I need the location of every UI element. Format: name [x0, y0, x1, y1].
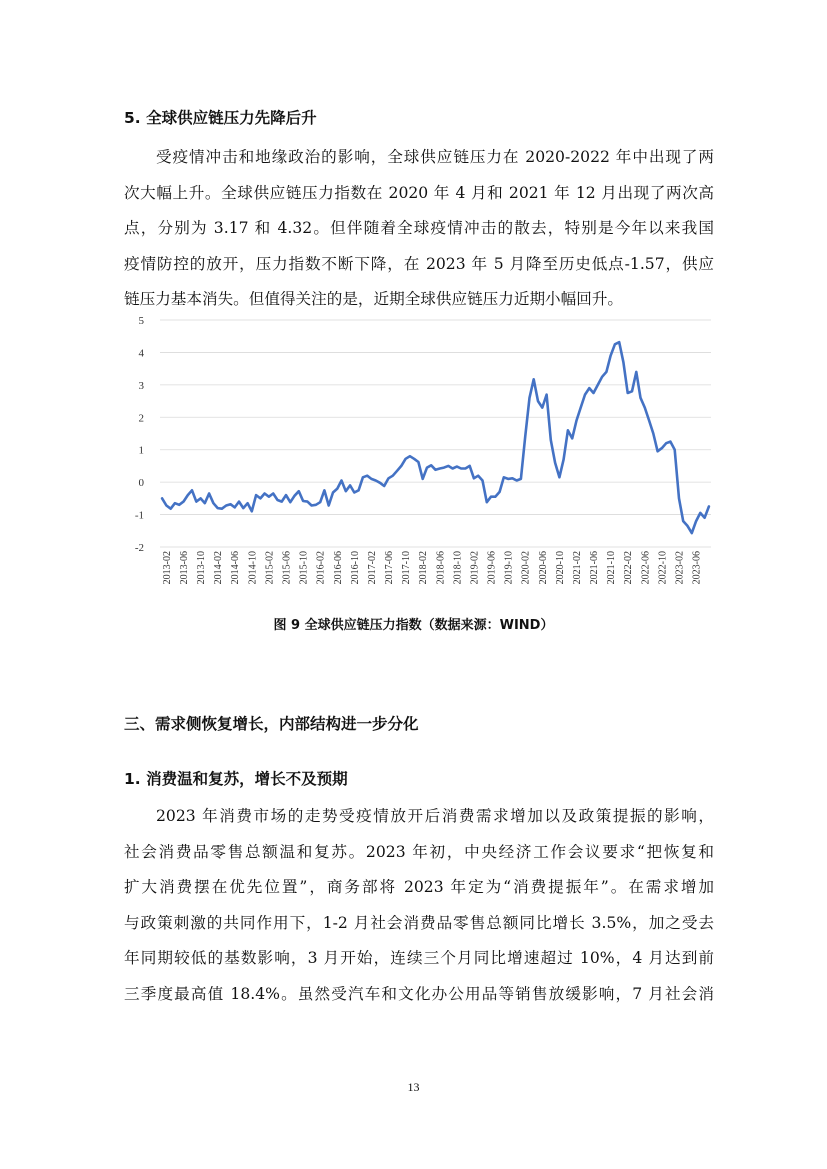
- paragraph-line: 年同期较低的基数影响，3 月开始，连续三个月同比增速超过 10%，4 月达到前: [124, 949, 714, 967]
- x-tick-label: 2021-02: [571, 551, 583, 585]
- x-tick-label: 2022-10: [657, 551, 669, 585]
- y-tick-label: 1: [138, 444, 144, 457]
- x-tick-label: 2016-06: [332, 551, 344, 585]
- x-tick-label: 2020-06: [537, 551, 549, 585]
- x-tick-label: 2014-10: [247, 551, 259, 585]
- page-number: 13: [407, 1080, 420, 1094]
- paragraph-line: 与政策刺激的共同作用下，1-2 月社会消费品零售总额同比增长 3.5%，加之受去: [124, 913, 714, 932]
- y-tick-label: 5: [138, 315, 144, 327]
- paragraph-line: 扩大消费摆在优先位置”，商务部将 2023 年定为“消费提振年”。在需求增加: [124, 878, 714, 896]
- x-tick-label: 2018-02: [418, 551, 430, 585]
- x-tick-label: 2017-10: [401, 551, 413, 585]
- y-tick-label: -1: [134, 509, 144, 522]
- x-tick-label: 2019-10: [503, 551, 515, 585]
- chart-series: [162, 342, 709, 533]
- x-tick-label: 2013-02: [161, 551, 173, 585]
- section-heading: 1. 消费温和复苏，增长不及预期: [124, 770, 348, 788]
- chapter-heading: 三、需求侧恢复增长，内部结构进一步分化: [124, 715, 419, 733]
- x-tick-label: 2016-10: [349, 551, 361, 585]
- supply-chain-pressure-chart: [120, 306, 720, 606]
- y-tick-label: 0: [138, 477, 144, 490]
- x-tick-label: 2015-06: [281, 551, 293, 585]
- x-tick-label: 2021-10: [606, 551, 618, 585]
- paragraph-line: 2023 年消费市场的走势受疫情放开后消费需求增加以及政策提振的影响，: [156, 807, 714, 825]
- paragraph-line: 三季度最高值 18.4%。虽然受汽车和文化办公用品等销售放缓影响，7 月社会消: [124, 984, 714, 1003]
- paragraph-line: 点，分别为 3.17 和 4.32。但伴随着全球疫情冲击的散去，特别是今年以来我国: [124, 219, 714, 237]
- chart-y-ticks: [135, 315, 145, 554]
- x-tick-label: 2019-06: [486, 551, 498, 585]
- x-tick-label: 2013-10: [196, 551, 208, 585]
- x-tick-label: 2016-02: [315, 551, 327, 585]
- figure-caption: 图 9 全球供应链压力指数（数据来源：WIND）: [273, 618, 554, 633]
- paragraph-line: 链压力基本消失。但值得关注的是，近期全球供应链压力近期小幅回升。: [124, 290, 624, 308]
- paragraph-consumption: [124, 799, 714, 1012]
- x-tick-label: 2014-02: [213, 551, 225, 585]
- x-tick-label: 2018-10: [452, 551, 464, 585]
- chart-x-ticks: [162, 551, 703, 584]
- x-tick-label: 2018-06: [435, 551, 447, 585]
- paragraph-supply-chain: [124, 140, 714, 318]
- y-tick-label: 2: [138, 412, 144, 425]
- series-line: [162, 342, 709, 533]
- paragraph-line: 次大幅上升。全球供应链压力指数在 2020 年 4 月和 2021 年 12 月出现了两次高: [124, 183, 714, 202]
- x-tick-label: 2014-06: [230, 551, 242, 585]
- paragraph-line: 社会消费品零售总额温和复苏。2023 年初，中央经济工作会议要求“把恢复和: [124, 842, 714, 861]
- y-tick-label: -2: [134, 542, 144, 554]
- x-tick-label: 2015-02: [264, 551, 276, 585]
- chart-gridlines: [160, 320, 711, 547]
- y-tick-label: 3: [138, 379, 144, 392]
- x-tick-label: 2020-10: [554, 551, 566, 585]
- x-tick-label: 2021-06: [589, 551, 601, 585]
- paragraph-line: 疫情防控的放开，压力指数不断下降，在 2023 年 5 月降至历史低点-1.57，供应: [124, 254, 714, 273]
- x-tick-label: 2017-02: [366, 551, 378, 585]
- section-heading: 5. 全球供应链压力先降后升: [124, 109, 317, 127]
- x-tick-label: 2017-06: [384, 551, 396, 585]
- paragraph-line: 受疫情冲击和地缘政治的影响，全球供应链压力在 2020-2022 年中出现了两: [156, 148, 714, 166]
- x-tick-label: 2022-06: [640, 551, 652, 585]
- x-tick-label: 2019-02: [469, 551, 481, 585]
- x-tick-label: 2023-06: [691, 551, 703, 585]
- x-tick-label: 2013-06: [178, 551, 190, 585]
- x-tick-label: 2015-10: [298, 551, 310, 585]
- x-tick-label: 2023-02: [674, 551, 686, 585]
- x-tick-label: 2022-02: [623, 551, 635, 585]
- x-tick-label: 2020-02: [520, 551, 532, 585]
- y-tick-label: 4: [138, 347, 144, 360]
